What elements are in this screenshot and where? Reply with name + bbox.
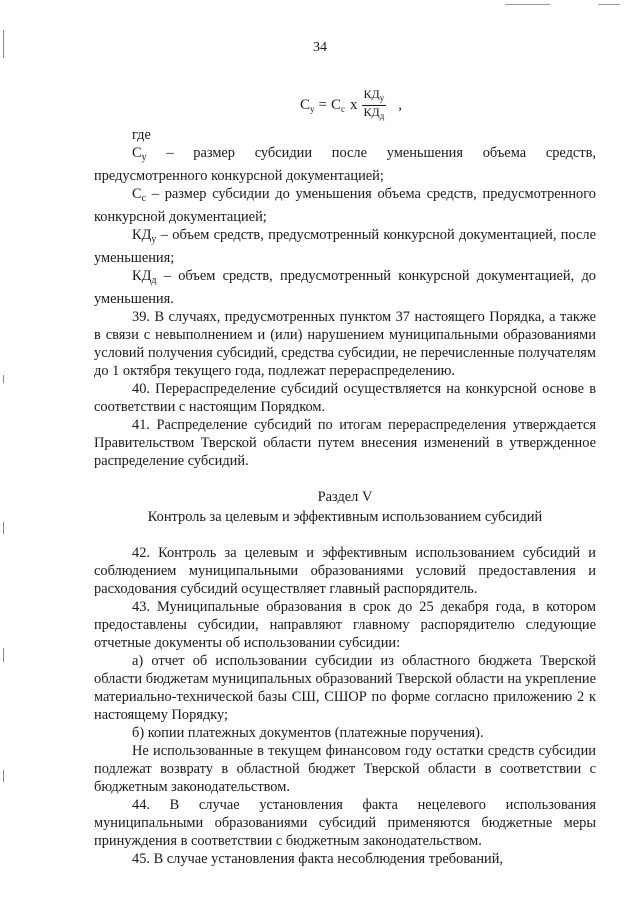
paragraph-40: 40. Перераспределение субсидий осуществляется на конкурсной основе в соответствии с настоящим Порядком. <box>94 381 596 415</box>
paragraph-45: 45. В случае установления факта несоблюдения требований, <box>132 851 504 867</box>
where-label: где <box>132 127 151 143</box>
paragraph-41: 41. Распределение субсидий по итогам перераспределения утверждается Правительством Тверской области путем внесения изменений в утвержденное распределение субсидий. <box>94 417 596 469</box>
scan-top-line-2 <box>598 4 620 5</box>
subsidy-formula: $С_у$ = $С_с$ х $\frac{КД_у}{КД_д}$ , <box>300 87 403 121</box>
scan-edge-mark <box>3 375 4 383</box>
paragraph-43: 43. Муниципальные образования в срок до 25 декабря года, в котором предоставлены субсидии, направляют главному распорядителю следующие отчетные документы об использовании субсидии: <box>94 599 596 651</box>
scan-edge-mark <box>3 522 4 534</box>
document-body <box>94 126 596 868</box>
section-title: Раздел V <box>317 489 373 505</box>
definition-item: $КД_д$ – объем средств, предусмотренный конкурсной документацией, до уменьшения. <box>94 268 596 307</box>
definition-item: $С_с$ – размер субсидии до уменьшения объема средств, предусмотренного конкурсной документацией; <box>94 186 596 225</box>
scan-edge-mark <box>3 648 4 662</box>
formula-rhs: $С_с$ <box>330 97 345 114</box>
paragraph-43-b: б) копии платежных документов (платежные поручения). <box>132 725 484 741</box>
scan-top-line <box>505 4 550 5</box>
definition-item: $С_у$ – размер субсидии после уменьшения объема средств, предусмотренного конкурсной документацией; <box>94 145 596 184</box>
page-number: 34 <box>313 40 327 55</box>
paragraph-44: 44. В случае установления факта нецелевого использования муниципальными образованиями субсидий применяются бюджетные меры принуждения в соответствии с бюджетным законодательством. <box>94 797 596 849</box>
definition-item: $КД_у$ – объем средств, предусмотренный конкурсной документацией, после уменьшения; <box>94 227 596 266</box>
formula-fraction: $\frac{КД_у}{КД_д}$ <box>363 87 385 121</box>
section-header <box>94 488 596 526</box>
formula-lhs: $С_у$ <box>300 97 315 114</box>
scan-edge-mark <box>3 770 4 782</box>
paragraph-42: 42. Контроль за целевым и эффективным использованием субсидий и соблюдением муниципальными образованиями условий предоставления и расходования субсидий осуществляет главный распорядитель. <box>94 545 596 597</box>
paragraph-43-a: а) отчет об использовании субсидии из областного бюджета Тверской области бюджетам муниципальных образований Тверской области на укрепление материально-технической базы СШ, СШОР по форме согласно приложению 2 к настоящему Порядку; <box>94 653 596 723</box>
paragraph-39: 39. В случаях, предусмотренных пунктом 37 настоящего Порядка, а также в связи с невыполнением и (или) нарушением муниципальными образованиями условий получения субсидий, средства субсидии, не перечисленные получателям до 1 октября текущего года, подлежат перераспределению. <box>94 309 596 379</box>
paragraph-remaining-funds: Не использованные в текущем финансовом году остатки средств субсидии подлежат возврату в областной бюджет Тверской области в соответствии с бюджетным законодательством. <box>94 743 596 795</box>
section-heading: Контроль за целевым и эффективным использованием субсидий <box>147 509 543 525</box>
